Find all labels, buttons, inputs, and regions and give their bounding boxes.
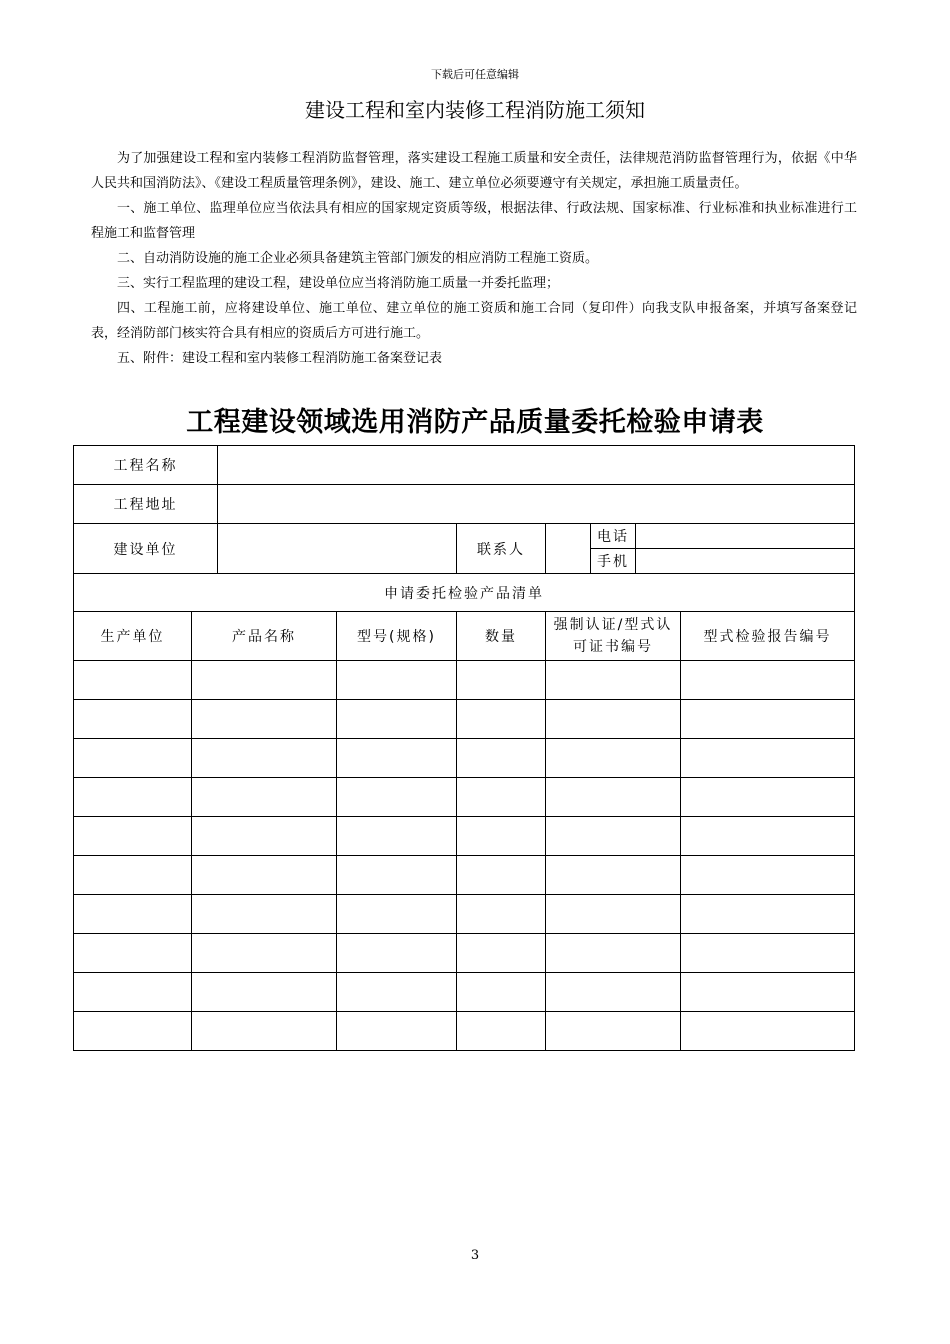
construction-unit-field[interactable] (218, 524, 457, 574)
table-cell[interactable] (337, 1012, 457, 1051)
column-header: 数量 (457, 612, 546, 661)
list-title-row (74, 574, 855, 612)
table-cell[interactable] (337, 856, 457, 895)
table-cell[interactable] (546, 934, 681, 973)
notice-paragraph: 为了加强建设工程和室内装修工程消防监督管理，落实建设工程施工质量和安全责任，法律规范消防监督管理行为，依据《中华人民共和国消防法》、《建设工程质量管理条例》，建设、施工、建立单位必须要遵守有关规定，承担施工质量责任。 (91, 151, 857, 191)
table-cell[interactable] (681, 700, 855, 739)
table-cell[interactable] (457, 700, 546, 739)
table-row (74, 973, 855, 1012)
table-cell[interactable] (74, 934, 192, 973)
phone-label: 电话 (591, 524, 636, 549)
table-cell[interactable] (457, 739, 546, 778)
form-title: 工程建设领域选用消防产品质量委托检验申请表 (186, 407, 764, 438)
table-cell[interactable] (546, 817, 681, 856)
table-cell[interactable] (337, 895, 457, 934)
notice-paragraph: 五、附件：建设工程和室内装修工程消防施工备案登记表 (117, 351, 443, 366)
table-cell[interactable] (192, 973, 337, 1012)
table-cell[interactable] (74, 856, 192, 895)
table-row (74, 661, 855, 700)
table-cell[interactable] (192, 934, 337, 973)
column-header: 型式检验报告编号 (681, 612, 855, 661)
table-cell[interactable] (192, 778, 337, 817)
table-row (74, 895, 855, 934)
table-cell[interactable] (74, 661, 192, 700)
project-name-field[interactable] (218, 446, 855, 485)
table-cell[interactable] (337, 934, 457, 973)
page-number: 3 (470, 1248, 480, 1263)
table-row (74, 700, 855, 739)
table-cell[interactable] (192, 661, 337, 700)
contact-person-field[interactable] (546, 524, 591, 574)
table-cell[interactable] (681, 1012, 855, 1051)
notice-title: 建设工程和室内装修工程消防施工须知 (305, 98, 645, 122)
mobile-label: 手机 (591, 549, 636, 574)
table-row (74, 817, 855, 856)
column-header: 生产单位 (74, 612, 192, 661)
notice-paragraph: 一、施工单位、监理单位应当依法具有相应的国家规定资质等级，根据法律、行政法规、国家标准、行业标准和执业标准进行工程施工和监督管理 (91, 201, 857, 241)
construction-unit-label: 建设单位 (74, 524, 218, 574)
table-cell[interactable] (192, 817, 337, 856)
table-cell[interactable] (546, 1012, 681, 1051)
table-row (74, 739, 855, 778)
column-header: 强制认证/型式认可证书编号 (546, 612, 681, 661)
project-address-label: 工程地址 (74, 485, 218, 524)
table-cell[interactable] (546, 700, 681, 739)
table-row (74, 778, 855, 817)
table-cell[interactable] (192, 700, 337, 739)
table-row (74, 934, 855, 973)
product-list-rows (74, 661, 855, 1051)
table-cell[interactable] (457, 856, 546, 895)
table-cell[interactable] (74, 1012, 192, 1051)
notice-paragraph: 二、自动消防设施的施工企业必须具备建筑主管部门颁发的相应消防工程施工资质。 (117, 251, 599, 266)
project-address-row (74, 485, 855, 524)
table-cell[interactable] (681, 817, 855, 856)
table-cell[interactable] (546, 778, 681, 817)
column-header: 产品名称 (192, 612, 337, 661)
contact-person-label: 联系人 (457, 524, 546, 574)
table-row (74, 1012, 855, 1051)
list-header-row (74, 612, 855, 661)
table-cell[interactable] (192, 1012, 337, 1051)
table-cell[interactable] (457, 817, 546, 856)
table-cell[interactable] (74, 739, 192, 778)
table-cell[interactable] (457, 661, 546, 700)
table-cell[interactable] (457, 973, 546, 1012)
notice-paragraph: 三、实行工程监理的建设工程，建设单位应当将消防施工质量一并委托监理； (117, 276, 560, 291)
table-cell[interactable] (192, 895, 337, 934)
project-name-label: 工程名称 (74, 446, 218, 485)
table-cell[interactable] (681, 973, 855, 1012)
table-cell[interactable] (546, 895, 681, 934)
table-cell[interactable] (681, 739, 855, 778)
table-cell[interactable] (337, 973, 457, 1012)
table-cell[interactable] (192, 856, 337, 895)
project-address-field[interactable] (218, 485, 855, 524)
notice-body (91, 146, 857, 371)
table-cell[interactable] (74, 778, 192, 817)
list-title: 申请委托检验产品清单 (74, 574, 855, 612)
header-note: 下载后可任意编辑 (431, 68, 519, 81)
table-cell[interactable] (681, 895, 855, 934)
notice-paragraph: 四、工程施工前，应将建设单位、施工单位、建立单位的施工资质和施工合同（复印件）向我支队申报备案，并填写备案登记表，经消防部门核实符合具有相应的资质后方可进行施工。 (91, 301, 857, 341)
table-cell[interactable] (337, 817, 457, 856)
table-cell[interactable] (681, 934, 855, 973)
table-cell[interactable] (74, 700, 192, 739)
table-cell[interactable] (457, 1012, 546, 1051)
table-cell[interactable] (337, 739, 457, 778)
phone-field[interactable] (636, 524, 855, 549)
table-cell[interactable] (681, 856, 855, 895)
table-cell[interactable] (546, 661, 681, 700)
application-form-table (73, 445, 855, 1051)
table-cell[interactable] (337, 700, 457, 739)
table-cell[interactable] (74, 895, 192, 934)
table-cell[interactable] (457, 934, 546, 973)
table-cell[interactable] (337, 661, 457, 700)
table-cell[interactable] (74, 973, 192, 1012)
table-cell[interactable] (681, 778, 855, 817)
table-cell[interactable] (192, 739, 337, 778)
table-cell[interactable] (74, 817, 192, 856)
table-row (74, 856, 855, 895)
table-cell[interactable] (337, 778, 457, 817)
table-cell[interactable] (681, 661, 855, 700)
table-cell[interactable] (546, 856, 681, 895)
table-cell[interactable] (457, 778, 546, 817)
column-header: 型号(规格) (337, 612, 457, 661)
table-cell[interactable] (457, 895, 546, 934)
table-cell[interactable] (546, 739, 681, 778)
mobile-field[interactable] (636, 549, 855, 574)
construction-unit-row (74, 524, 855, 549)
table-cell[interactable] (546, 973, 681, 1012)
project-name-row (74, 446, 855, 485)
